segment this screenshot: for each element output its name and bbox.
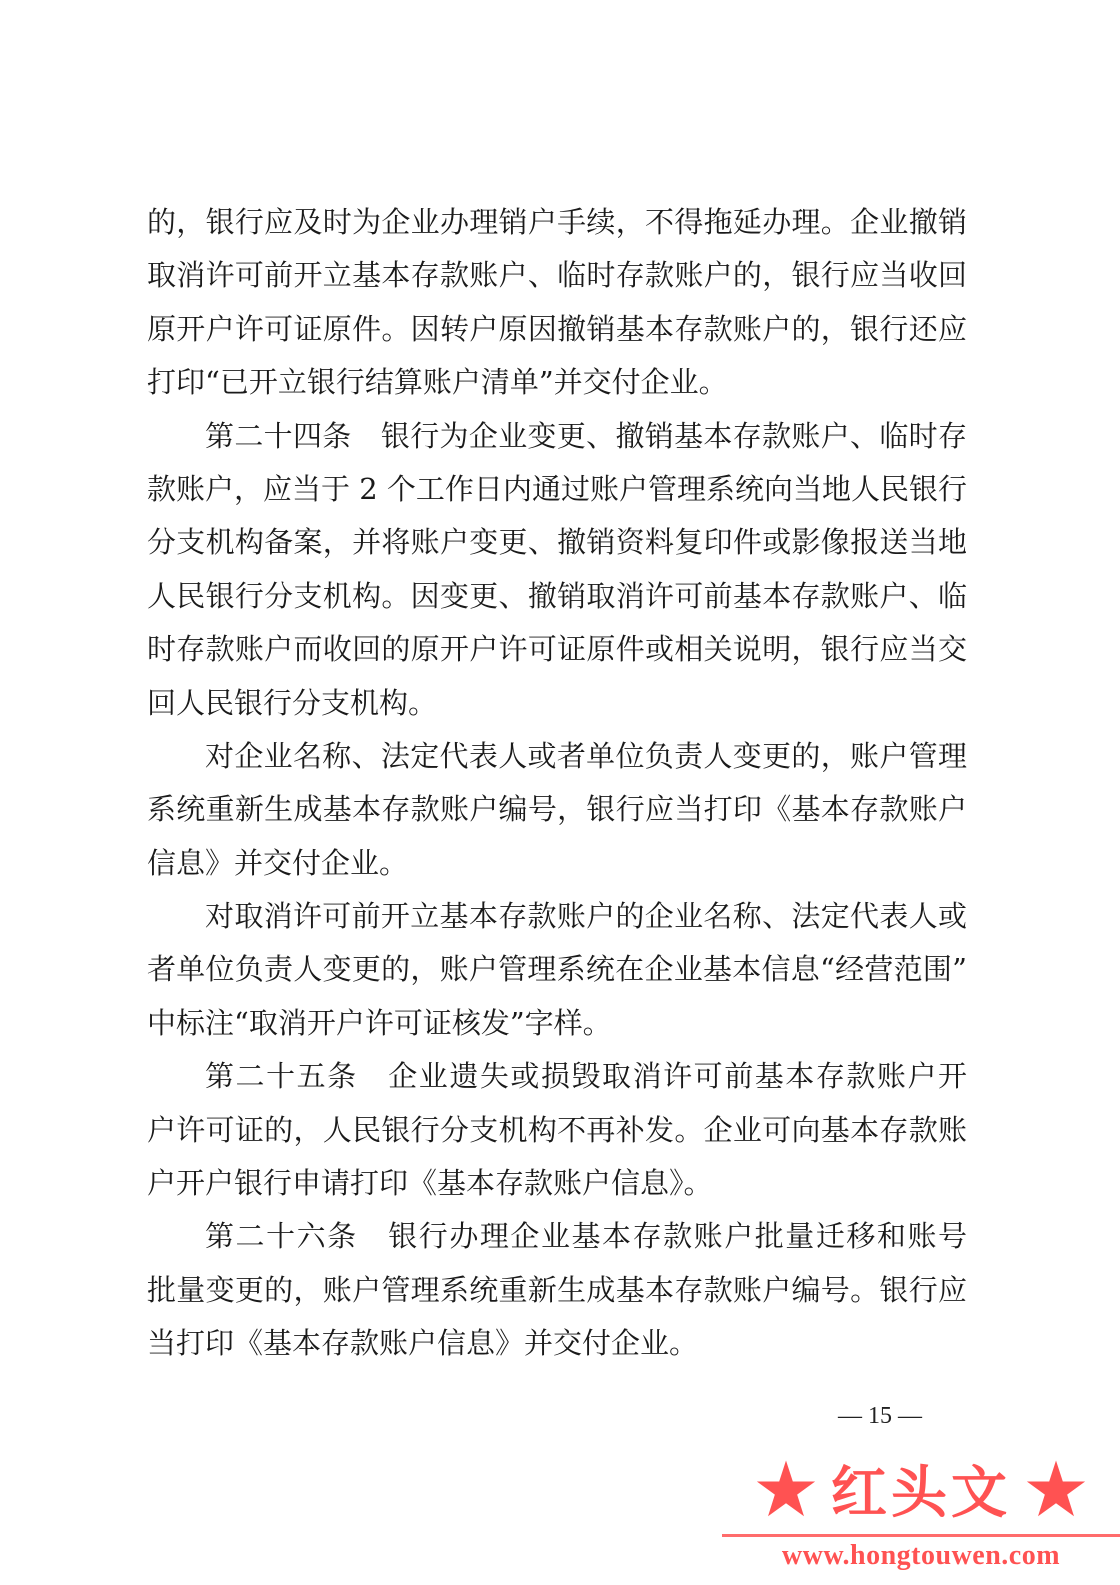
text-line: 人民银行分支机构。因变更、撤销取消许可前基本存款账户、临: [147, 578, 967, 613]
document-body: [147, 196, 967, 1371]
star-icon: [1025, 1458, 1087, 1520]
text-line: 对企业名称、法定代表人或者单位负责人变更的，账户管理: [205, 738, 967, 773]
watermark: [722, 1448, 1120, 1585]
watermark-url: www.hongtouwen.com: [781, 1540, 1061, 1571]
watermark-divider: [722, 1534, 1120, 1537]
text-line: 批量变更的，账户管理系统重新生成基本存款账户编号。银行应: [147, 1272, 967, 1307]
text-line: 对取消许可前开立基本存款账户的企业名称、法定代表人或: [205, 899, 967, 934]
text-line: 信息》并交付企业。: [147, 845, 409, 880]
text-line: 取消许可前开立基本存款账户、临时存款账户的，银行应当收回: [147, 258, 967, 293]
watermark-title: [722, 1454, 1120, 1524]
text-line: 款账户，应当于 2 个工作日内通过账户管理系统向当地人民银行: [147, 471, 967, 506]
watermark-title-text: 红头文: [831, 1460, 1011, 1526]
text-line: 回人民银行分支机构。: [147, 685, 438, 720]
article-24-heading-line: 第二十四条 银行为企业变更、撤销基本存款账户、临时存: [205, 418, 967, 453]
text-line: 的，银行应及时为企业办理销户手续，不得拖延办理。企业撤销: [147, 205, 967, 239]
text-line: 当打印《基本存款账户信息》并交付企业。: [147, 1326, 699, 1361]
page-number: — 15 —: [838, 1403, 922, 1429]
star-icon: [755, 1458, 817, 1520]
text-line: 打印“已开立银行结算账户清单”并交付企业。: [147, 365, 728, 400]
text-line: 原开户许可证原件。因转户原因撤销基本存款账户的，银行还应: [147, 311, 967, 346]
text-line: 系统重新生成基本存款账户编号，银行应当打印《基本存款账户: [147, 792, 967, 827]
text-line: 中标注“取消开户许可证核发”字样。: [147, 1005, 612, 1040]
text-line: 者单位负责人变更的，账户管理系统在企业基本信息“经营范围”: [147, 952, 967, 987]
text-line: 时存款账户而收回的原开户许可证原件或相关说明，银行应当交: [147, 632, 967, 667]
article-25-heading-line: 第二十五条 企业遗失或损毁取消许可前基本存款账户开: [205, 1059, 967, 1094]
text-line: 户开户银行申请打印《基本存款账户信息》。: [147, 1166, 713, 1201]
text-line: 分支机构备案，并将账户变更、撤销资料复印件或影像报送当地: [147, 525, 967, 560]
text-line: 户许可证的，人民银行分支机构不再补发。企业可向基本存款账: [147, 1112, 967, 1147]
article-26-heading-line: 第二十六条 银行办理企业基本存款账户批量迁移和账号: [205, 1219, 967, 1254]
